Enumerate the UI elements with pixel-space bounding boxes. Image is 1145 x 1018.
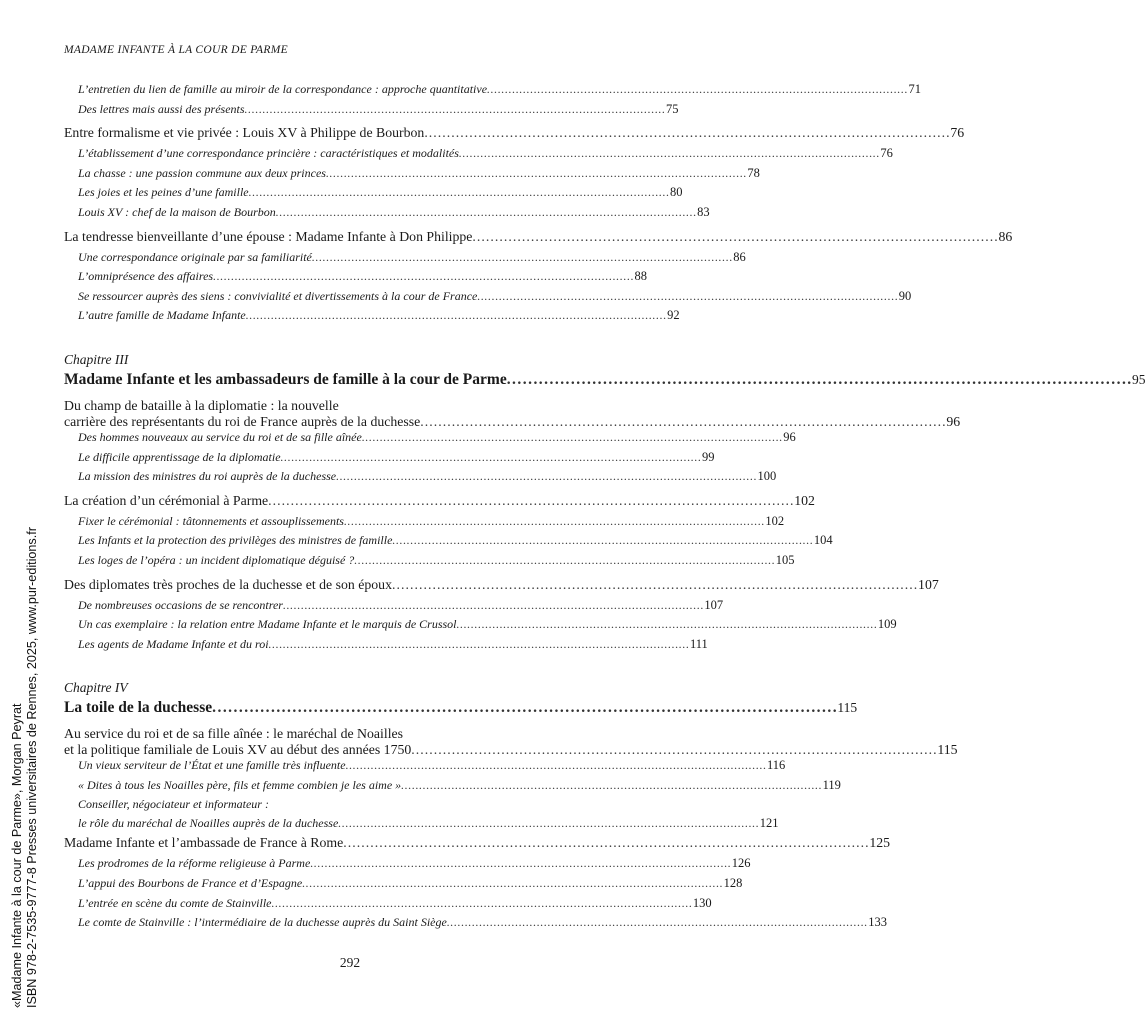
chapter-title	[64, 370, 1145, 394]
dot-leader	[459, 146, 878, 161]
toc-entry-title: Louis XV : chef de la maison de Bourbon	[78, 204, 276, 219]
dot-leader	[336, 469, 755, 484]
toc-section-title: La tendresse bienveillante d’une épouse : Madame Infante à Don Philippe	[64, 228, 473, 244]
toc-section-title: Madame Infante et l’ambassade de France à Rome	[64, 835, 344, 851]
toc-entry-page: 116	[767, 758, 786, 773]
dot-leader	[326, 166, 745, 181]
dot-leader	[457, 617, 876, 632]
toc-entry-title: Un cas exemplaire : la relation entre Madame Infante et le marquis de Crussol	[78, 617, 457, 632]
toc-section-page: 125	[869, 835, 891, 851]
dot-leader	[343, 835, 867, 851]
toc-section	[64, 228, 1013, 250]
dot-leader	[362, 430, 781, 445]
toc-entry-title: Les agents de Madame Infante et du roi	[78, 636, 269, 651]
toc-entry-title: Le comte de Stainville : l’intermédiaire de la duchesse auprès du Saint Siège	[78, 915, 447, 930]
chapter-page: 115	[837, 700, 858, 716]
dot-leader	[477, 289, 896, 304]
toc-entry-title: Les loges de l’opéra : un incident diplomatique déguisé ?	[78, 552, 355, 567]
toc-entry-page: 96	[783, 429, 796, 444]
toc-entry-title: De nombreuses occasions de se rencontrer	[78, 597, 283, 612]
toc-section-page: 86	[998, 228, 1013, 244]
dot-leader	[302, 876, 721, 891]
toc-section-title-line2: et la politique familiale de Louis XV au début des années 1750	[64, 742, 412, 758]
toc-entry-page: 119	[822, 777, 841, 792]
toc-entry-page: 133	[868, 915, 887, 930]
toc-section-title-line1: Au service du roi et de sa fille aînée : le maréchal de Noailles	[64, 726, 404, 742]
dot-leader	[411, 742, 935, 758]
toc-entry-title: « Dites à tous les Noailles père, fils et femme combien je les aime »	[78, 777, 402, 792]
toc-entry-page: 121	[759, 816, 779, 831]
toc-section-title: La création d’un cérémonial à Parme	[64, 492, 269, 508]
toc-entry	[64, 856, 751, 876]
toc-entry	[64, 204, 710, 225]
toc-entry	[64, 758, 786, 778]
chapter-page: 95	[1131, 371, 1145, 387]
dot-leader	[344, 514, 763, 529]
dot-leader	[338, 816, 757, 831]
toc-section-title: Entre formalisme et vie privée : Louis XV à Philippe de Bourbon	[64, 125, 425, 141]
toc-entry-page: 130	[692, 895, 712, 910]
dot-leader	[310, 856, 729, 871]
toc-entry-title-line2: le rôle du maréchal de Noailles auprès de la duchesse	[78, 816, 339, 831]
toc-entry-page: 105	[775, 552, 795, 567]
chapter-title	[64, 699, 858, 722]
dot-leader	[276, 205, 695, 220]
toc-entry-page: 92	[667, 308, 680, 323]
table-of-contents	[64, 82, 1145, 935]
toc-entry	[64, 101, 679, 122]
dot-leader	[507, 371, 1130, 389]
dot-leader	[392, 577, 916, 593]
chapter-label: Chapitre IV	[64, 680, 128, 696]
toc-entry	[64, 915, 887, 935]
toc-entry-page: 107	[704, 597, 724, 612]
toc-entry-title: L’entrée en scène du comte de Stainville	[78, 895, 272, 910]
toc-entry-title: Fixer le cérémonial : tâtonnements et assouplissements	[78, 513, 344, 528]
side-credit-line2: ISBN 978-2-7535-9777-8 Presses universitaires de Rennes, 2025, www.pur-editions.fr	[25, 527, 39, 1008]
dot-leader	[424, 125, 948, 141]
toc-entry-page: 86	[733, 249, 746, 264]
dot-leader	[269, 637, 688, 652]
dot-leader	[354, 553, 773, 568]
page-number: 292	[339, 955, 361, 970]
toc-entry-title: Une correspondance originale par sa familiarité	[78, 249, 312, 264]
toc-entry-page: 88	[634, 269, 647, 284]
toc-entry-title: Un vieux serviteur de l’État et une famille très influente	[78, 758, 346, 773]
toc-entry	[64, 469, 777, 489]
running-head: MADAME INFANTE À LA COUR DE PARME	[64, 44, 288, 56]
toc-entry	[64, 533, 833, 553]
toc-entry-title: La chasse : une passion commune aux deux princes	[78, 165, 326, 180]
toc-entry-page: 102	[765, 513, 785, 528]
toc-entry	[64, 269, 647, 289]
toc-entry	[64, 165, 760, 186]
toc-entry	[64, 249, 746, 270]
toc-entry-page: 80	[670, 185, 683, 200]
side-credit-line1: «Madame Infante à la cour de Parme», Morgan Peyrat	[10, 703, 24, 1008]
toc-entry	[64, 597, 724, 618]
toc-entry	[64, 552, 795, 573]
chapter-title-text: Madame Infante et les ambassadeurs de famille à la cour de Parme	[64, 370, 507, 388]
toc-entry-title: L’entretien du lien de famille au miroir de la correspondance : approche quantitative	[78, 82, 488, 96]
toc-entry	[64, 185, 683, 205]
toc-entry-title: Se ressourcer auprès des siens : convivialité et divertissements à la cour de France	[78, 288, 478, 303]
chapter-label: Chapitre III	[64, 351, 129, 367]
toc-section	[64, 576, 939, 598]
toc-entry-title: Les prodromes de la réforme religieuse à Parme	[78, 856, 311, 871]
toc-section	[64, 397, 961, 430]
toc-section-title: Des diplomates très proches de la duchesse et de son époux	[64, 576, 392, 592]
toc-entry	[64, 82, 921, 102]
toc-entry-page: 83	[697, 204, 710, 219]
dot-leader	[271, 896, 690, 911]
toc-entry-page: 109	[877, 617, 897, 632]
toc-entry-page: 76	[880, 146, 893, 161]
dot-leader	[472, 229, 996, 245]
toc-entry	[64, 876, 743, 896]
toc-entry-page: 99	[701, 449, 715, 464]
dot-leader	[283, 598, 702, 613]
dot-leader	[212, 699, 835, 717]
dot-leader	[346, 758, 765, 773]
toc-section	[64, 835, 891, 856]
dot-leader	[312, 250, 731, 265]
toc-entry-title: L’autre famille de Madame Infante	[78, 308, 246, 323]
dot-leader	[245, 102, 664, 117]
toc-entry-page: 111	[689, 636, 708, 651]
toc-entry	[64, 449, 715, 470]
toc-entry-page: 100	[757, 469, 777, 484]
toc-entry-title: L’appui des Bourbons de France et d’Espagne	[78, 876, 303, 891]
toc-entry-page: 71	[908, 82, 921, 96]
dot-leader	[420, 414, 944, 430]
dot-leader	[401, 778, 820, 793]
toc-section-title-line1: Du champ de bataille à la diplomatie : la nouvelle	[64, 397, 339, 413]
toc-section	[64, 125, 965, 146]
toc-entry-title-line1: Conseiller, négociateur et informateur :	[78, 797, 269, 812]
toc-section-page: 96	[946, 413, 961, 429]
toc-entry	[64, 777, 841, 798]
toc-entry-title: L’omniprésence des affaires	[78, 269, 214, 284]
toc-section-page: 115	[937, 742, 958, 758]
toc-entry	[64, 288, 912, 309]
dot-leader	[392, 533, 811, 548]
dot-leader	[281, 450, 700, 465]
dot-leader	[268, 493, 792, 509]
toc-entry	[64, 636, 708, 657]
side-credit	[10, 527, 40, 1008]
dot-leader	[249, 185, 668, 200]
toc-entry-page: 90	[898, 288, 912, 303]
toc-entry	[64, 617, 897, 637]
toc-section-page: 107	[918, 576, 939, 592]
toc-entry-title: Des lettres mais aussi des présents	[78, 101, 245, 116]
toc-entry	[64, 513, 785, 534]
toc-entry	[64, 895, 712, 916]
dot-leader	[213, 269, 632, 284]
toc-entry-title: La mission des ministres du roi auprès de la duchesse	[78, 469, 337, 484]
dot-leader	[246, 308, 665, 323]
toc-entry	[64, 797, 779, 831]
toc-entry-page: 128	[723, 876, 743, 891]
dot-leader	[487, 82, 906, 97]
toc-entry-title: Les joies et les peines d’une famille	[78, 185, 249, 200]
toc-entry-page: 75	[665, 101, 679, 116]
toc-entry-title: L’établissement d’une correspondance princière : caractéristiques et modalités	[78, 146, 459, 161]
toc-section	[64, 726, 958, 758]
chapter-title-text: La toile de la duchesse	[64, 699, 213, 717]
toc-entry	[64, 146, 893, 166]
toc-entry	[64, 429, 796, 450]
toc-entry-page: 104	[813, 533, 833, 548]
toc-section-page: 102	[794, 492, 815, 508]
toc-section	[64, 492, 815, 514]
toc-entry-title: Le difficile apprentissage de la diplomatie	[78, 449, 281, 464]
toc-section-page: 76	[950, 125, 965, 141]
toc-entry-title: Les Infants et la protection des privilèges des ministres de famille	[78, 533, 393, 548]
toc-section-title-line2: carrière des représentants du roi de France auprès de la duchesse	[64, 413, 421, 429]
toc-entry	[64, 308, 680, 328]
dot-leader	[447, 915, 866, 930]
toc-entry-page: 78	[747, 165, 760, 180]
toc-entry-page: 126	[731, 856, 751, 871]
toc-entry-title: Des hommes nouveaux au service du roi et de sa fille aînée	[78, 429, 362, 444]
